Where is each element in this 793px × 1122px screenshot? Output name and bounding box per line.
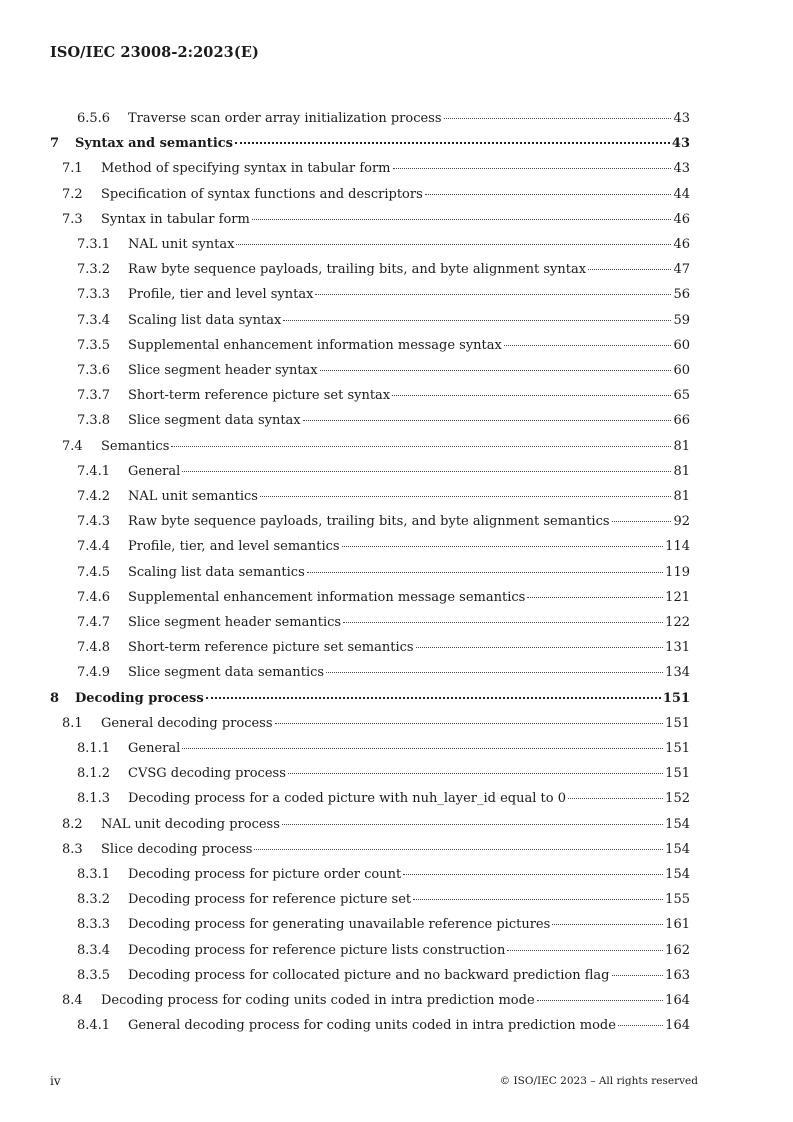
toc-entry-line <box>75 689 690 709</box>
toc-entry-title: Profile, tier and level syntax <box>128 287 314 303</box>
document-header: ISO/IEC 23008-2:2023(E) <box>50 44 259 61</box>
toc-entry-number: 7.4.2 <box>77 489 111 504</box>
toc-entry-line <box>128 336 690 356</box>
toc-entry-line <box>128 789 690 809</box>
toc-entry-line <box>128 563 690 583</box>
toc-entry-number: 7.4.1 <box>77 463 111 479</box>
toc-entry-line <box>128 663 690 683</box>
toc-entry-title: Raw byte sequence payloads, trailing bits, and byte alignment syntax <box>128 262 587 278</box>
toc-entry[interactable] <box>0 311 793 331</box>
toc-entry[interactable] <box>0 714 793 734</box>
toc-entry-page: 121 <box>665 589 690 605</box>
toc-entry-line <box>101 815 690 835</box>
dot-leader <box>315 293 671 295</box>
dot-leader <box>235 141 670 144</box>
toc-entry-title: Scaling list data semantics <box>128 564 305 580</box>
toc-entry-page: 151 <box>665 766 690 782</box>
dot-leader <box>342 545 664 547</box>
toc-entry-number: 8.3 <box>62 841 83 857</box>
toc-entry-line <box>128 285 690 305</box>
toc-entry-line <box>128 915 690 935</box>
toc-entry-title: Scaling list data syntax <box>128 312 282 328</box>
toc-entry[interactable] <box>0 991 793 1011</box>
toc-entry-line <box>128 537 690 557</box>
toc-entry-number: 8.3.2 <box>77 892 111 908</box>
toc-entry[interactable] <box>0 966 793 986</box>
toc-entry-title: Raw byte sequence payloads, trailing bits, and byte alignment semantics <box>128 514 610 530</box>
toc-entry-page: 43 <box>671 136 690 152</box>
toc-entry-line <box>128 386 690 406</box>
dot-leader <box>343 621 663 623</box>
toc-entry[interactable] <box>0 789 793 809</box>
toc-entry-number: 7.3.4 <box>77 312 111 328</box>
dot-leader <box>326 671 663 673</box>
toc-entry-title: General decoding process <box>101 715 273 731</box>
toc-entry-number: 7.3.8 <box>77 413 111 429</box>
toc-entry-page: 122 <box>665 615 690 630</box>
toc-entry-title: Slice decoding process <box>101 841 253 857</box>
toc-entry-number: 7.3.7 <box>77 388 111 404</box>
toc-entry-number: 7.4.8 <box>77 640 111 656</box>
toc-entry-number: 7.3.5 <box>77 337 111 353</box>
toc-entry-number: 7.4.5 <box>77 564 111 580</box>
toc-entry-number: 8.4.1 <box>77 1018 111 1034</box>
dot-leader <box>444 117 672 119</box>
toc-entry-line <box>128 739 690 759</box>
toc-entry-title: NAL unit semantics <box>128 489 258 504</box>
toc-entry-title: General decoding process for coding units coded in intra prediction mode <box>128 1018 616 1034</box>
toc-entry-number: 7.3 <box>62 211 83 227</box>
toc-entry-line <box>128 411 690 431</box>
toc-entry-number: 7.4.9 <box>77 665 111 681</box>
toc-entry-number: 7.2 <box>62 186 83 202</box>
toc-entry[interactable] <box>0 1016 793 1036</box>
toc-entry-number: 8.3.3 <box>77 917 111 933</box>
toc-entry-number: 7.4.7 <box>77 615 111 630</box>
toc-entry[interactable] <box>0 159 793 179</box>
toc-entry-page: 81 <box>673 463 690 479</box>
toc-entry-title: Specification of syntax functions and descriptors <box>101 186 423 202</box>
dot-leader <box>320 369 672 371</box>
toc-entry-line <box>128 588 690 608</box>
toc-entry[interactable] <box>0 840 793 860</box>
toc-entry-line <box>101 437 690 457</box>
toc-entry-line <box>101 210 690 230</box>
toc-entry-line <box>128 613 690 633</box>
toc-entry-page: 151 <box>665 741 690 756</box>
dot-leader <box>507 949 663 951</box>
toc-entry-page: 59 <box>673 312 690 328</box>
toc-entry-title: Slice segment data syntax <box>128 413 301 429</box>
toc-entry[interactable] <box>0 815 793 835</box>
toc-entry-number: 7.3.2 <box>77 262 111 278</box>
toc-entry-line <box>101 991 690 1011</box>
toc-entry-line <box>128 311 690 331</box>
toc-entry[interactable] <box>0 915 793 935</box>
dot-leader <box>537 999 664 1001</box>
toc-entry[interactable] <box>0 537 793 557</box>
toc-entry[interactable] <box>0 336 793 356</box>
toc-entry-title: General <box>128 463 181 479</box>
toc-entry-page: 92 <box>673 514 690 530</box>
dot-leader <box>403 873 663 875</box>
toc-entry-number: 8.1.2 <box>77 766 111 782</box>
toc-entry-page: 131 <box>665 640 690 656</box>
toc-entry[interactable] <box>0 563 793 583</box>
dot-leader <box>392 394 671 396</box>
toc-entry-number: 7.3.1 <box>77 237 111 252</box>
toc-entry[interactable] <box>0 512 793 532</box>
toc-entry-number: 7.4.4 <box>77 539 111 555</box>
toc-entry[interactable] <box>0 764 793 784</box>
dot-leader <box>307 571 663 573</box>
dot-leader <box>618 1024 663 1026</box>
toc-entry-title: Decoding process for reference picture set <box>128 892 412 908</box>
toc-entry-page: 162 <box>665 942 690 958</box>
toc-entry-page: 65 <box>673 388 690 404</box>
toc-entry-page: 44 <box>673 186 690 202</box>
toc-entry-number: 7.3.3 <box>77 287 111 303</box>
dot-leader <box>612 974 664 976</box>
toc-entry[interactable] <box>0 689 793 709</box>
toc-entry-title: Profile, tier, and level semantics <box>128 539 340 555</box>
dot-leader <box>254 848 663 850</box>
toc-entry-line <box>128 462 690 482</box>
toc-entry-title: Decoding process <box>75 690 204 706</box>
toc-entry-page: 134 <box>665 665 690 681</box>
dot-leader <box>275 722 664 724</box>
dot-leader <box>206 696 661 699</box>
toc-entry-title: Decoding process for picture order count <box>128 867 402 882</box>
toc-entry-title: Short-term reference picture set syntax <box>128 388 391 404</box>
toc-entry-title: NAL unit decoding process <box>101 816 280 832</box>
dot-leader <box>252 218 672 220</box>
dot-leader <box>182 470 671 472</box>
toc-entry-number: 8.3.4 <box>77 942 111 958</box>
toc-entry-number: 8.1 <box>62 715 83 731</box>
toc-entry-number: 6.5.6 <box>77 111 111 126</box>
toc-entry-line <box>128 361 690 381</box>
toc-entry-page: 66 <box>673 413 690 429</box>
toc-entry-title: Slice segment header semantics <box>128 615 342 630</box>
toc-entry-page: 46 <box>673 211 690 227</box>
toc-entry-number: 7.3.6 <box>77 363 111 378</box>
copyright-notice: © ISO/IEC 2023 – All rights reserved <box>499 1075 698 1087</box>
toc-entry-line <box>128 487 690 507</box>
toc-entry-page: 154 <box>665 867 690 882</box>
toc-entry-number: 7.4 <box>62 438 83 454</box>
toc-entry-page: 154 <box>665 816 690 832</box>
dot-leader <box>182 747 663 749</box>
toc-entry-line <box>128 260 690 280</box>
dot-leader <box>288 772 663 774</box>
toc-entry[interactable] <box>0 411 793 431</box>
toc-entry-line <box>128 764 690 784</box>
toc-entry-page: 60 <box>673 337 690 353</box>
toc-entry-page: 161 <box>665 917 690 933</box>
toc-entry-number: 8.3.5 <box>77 967 111 983</box>
toc-entry-line <box>128 966 690 986</box>
toc-entry-page: 151 <box>662 690 690 706</box>
toc-entry-page: 164 <box>665 1018 690 1034</box>
toc-entry-title: Supplemental enhancement information message semantics <box>128 589 526 605</box>
toc-entry-page: 119 <box>665 564 690 580</box>
dot-leader <box>282 823 663 825</box>
toc-entry-number: 8.1.1 <box>77 741 111 756</box>
toc-entry-title: NAL unit syntax <box>128 237 235 252</box>
dot-leader <box>416 646 664 648</box>
toc-entry-title: Decoding process for collocated picture and no backward prediction flag <box>128 967 610 983</box>
page-number: iv <box>50 1074 61 1088</box>
toc-entry-line <box>128 512 690 532</box>
dot-leader <box>303 419 672 421</box>
toc-entry[interactable] <box>0 386 793 406</box>
toc-entry-page: 43 <box>673 111 690 126</box>
toc-entry-line <box>128 235 690 255</box>
toc-entry[interactable] <box>0 613 793 633</box>
toc-entry-page: 155 <box>665 892 690 908</box>
dot-leader <box>504 344 672 346</box>
dot-leader <box>413 898 663 900</box>
toc-entry[interactable] <box>0 890 793 910</box>
dot-leader <box>527 596 663 598</box>
toc-entry-line <box>128 1016 690 1036</box>
toc-entry-title: Short-term reference picture set semantics <box>128 640 414 656</box>
toc-entry[interactable] <box>0 210 793 230</box>
dot-leader <box>393 167 672 169</box>
toc-entry[interactable] <box>0 134 793 154</box>
toc-entry[interactable] <box>0 235 793 255</box>
toc-entry-page: 56 <box>673 287 690 303</box>
toc-entry[interactable] <box>0 638 793 658</box>
toc-entry-title: Syntax in tabular form <box>101 211 250 227</box>
toc-entry-page: 46 <box>673 237 690 252</box>
toc-entry-title: Traverse scan order array initialization process <box>128 111 442 126</box>
toc-entry-page: 60 <box>673 363 690 378</box>
toc-entry-number: 7.4.6 <box>77 589 111 605</box>
dot-leader <box>612 520 672 522</box>
toc-entry-title: CVSG decoding process <box>128 766 286 782</box>
toc-entry-line <box>101 159 690 179</box>
toc-entry-title: Slice segment header syntax <box>128 363 318 378</box>
dot-leader <box>171 445 671 447</box>
toc-entry-title: General <box>128 741 181 756</box>
toc-entry-number: 8 <box>50 690 60 706</box>
dot-leader <box>236 243 671 245</box>
toc-entry[interactable] <box>0 588 793 608</box>
toc-entry-line <box>101 840 690 860</box>
toc-entry-page: 114 <box>665 539 690 555</box>
toc-entry-page: 163 <box>665 967 690 983</box>
toc-entry-number: 8.1.3 <box>77 791 111 807</box>
toc-entry-line <box>128 941 690 961</box>
toc-entry[interactable] <box>0 462 793 482</box>
toc-entry[interactable] <box>0 865 793 885</box>
toc-entry-title: Syntax and semantics <box>75 136 233 152</box>
toc-entry-line <box>128 865 690 885</box>
toc-entry-number: 8.2 <box>62 816 83 832</box>
toc-entry[interactable] <box>0 437 793 457</box>
dot-leader <box>588 268 671 270</box>
toc-entry[interactable] <box>0 285 793 305</box>
dot-leader <box>568 797 663 799</box>
toc-entry-title: Slice segment data semantics <box>128 665 325 681</box>
toc-entry-title: Decoding process for generating unavailable reference pictures <box>128 917 551 933</box>
toc-entry-title: Decoding process for reference picture lists construction <box>128 942 506 958</box>
toc-entry-number: 8.3.1 <box>77 867 111 882</box>
toc-entry[interactable] <box>0 941 793 961</box>
dot-leader <box>283 319 671 321</box>
toc-entry-title: Decoding process for a coded picture with nuh_layer_id equal to 0 <box>128 791 566 807</box>
toc-entry-page: 81 <box>673 489 690 504</box>
toc-entry-line <box>101 185 690 205</box>
toc-entry[interactable] <box>0 739 793 759</box>
toc-entry-line <box>128 890 690 910</box>
toc-entry-page: 154 <box>665 841 690 857</box>
toc-entry-line <box>128 109 690 129</box>
toc-entry-title: Semantics <box>101 438 170 454</box>
toc-entry-line <box>128 638 690 658</box>
toc-entry-page: 164 <box>665 993 690 1008</box>
toc-entry-number: 8.4 <box>62 993 83 1008</box>
toc-entry-page: 43 <box>673 161 690 177</box>
toc-entry[interactable] <box>0 185 793 205</box>
toc-entry[interactable] <box>0 663 793 683</box>
toc-entry[interactable] <box>0 487 793 507</box>
toc-entry-title: Supplemental enhancement information message syntax <box>128 337 502 353</box>
toc-entry-number: 7.1 <box>62 161 83 177</box>
toc-entry-page: 47 <box>673 262 690 278</box>
toc-entry-title: Method of specifying syntax in tabular form <box>101 161 391 177</box>
toc-entry[interactable] <box>0 109 793 129</box>
toc-entry-page: 81 <box>673 438 690 454</box>
dot-leader <box>552 923 663 925</box>
toc-entry-title: Decoding process for coding units coded in intra prediction mode <box>101 993 535 1008</box>
toc-entry-line <box>75 134 690 154</box>
dot-leader <box>260 495 672 497</box>
toc-entry[interactable] <box>0 361 793 381</box>
toc-entry[interactable] <box>0 260 793 280</box>
dot-leader <box>425 193 672 195</box>
toc-entry-page: 151 <box>665 715 690 731</box>
toc-entry-line <box>101 714 690 734</box>
toc-entry-page: 152 <box>665 791 690 807</box>
toc-entry-number: 7 <box>50 136 60 152</box>
toc-entry-number: 7.4.3 <box>77 514 111 530</box>
